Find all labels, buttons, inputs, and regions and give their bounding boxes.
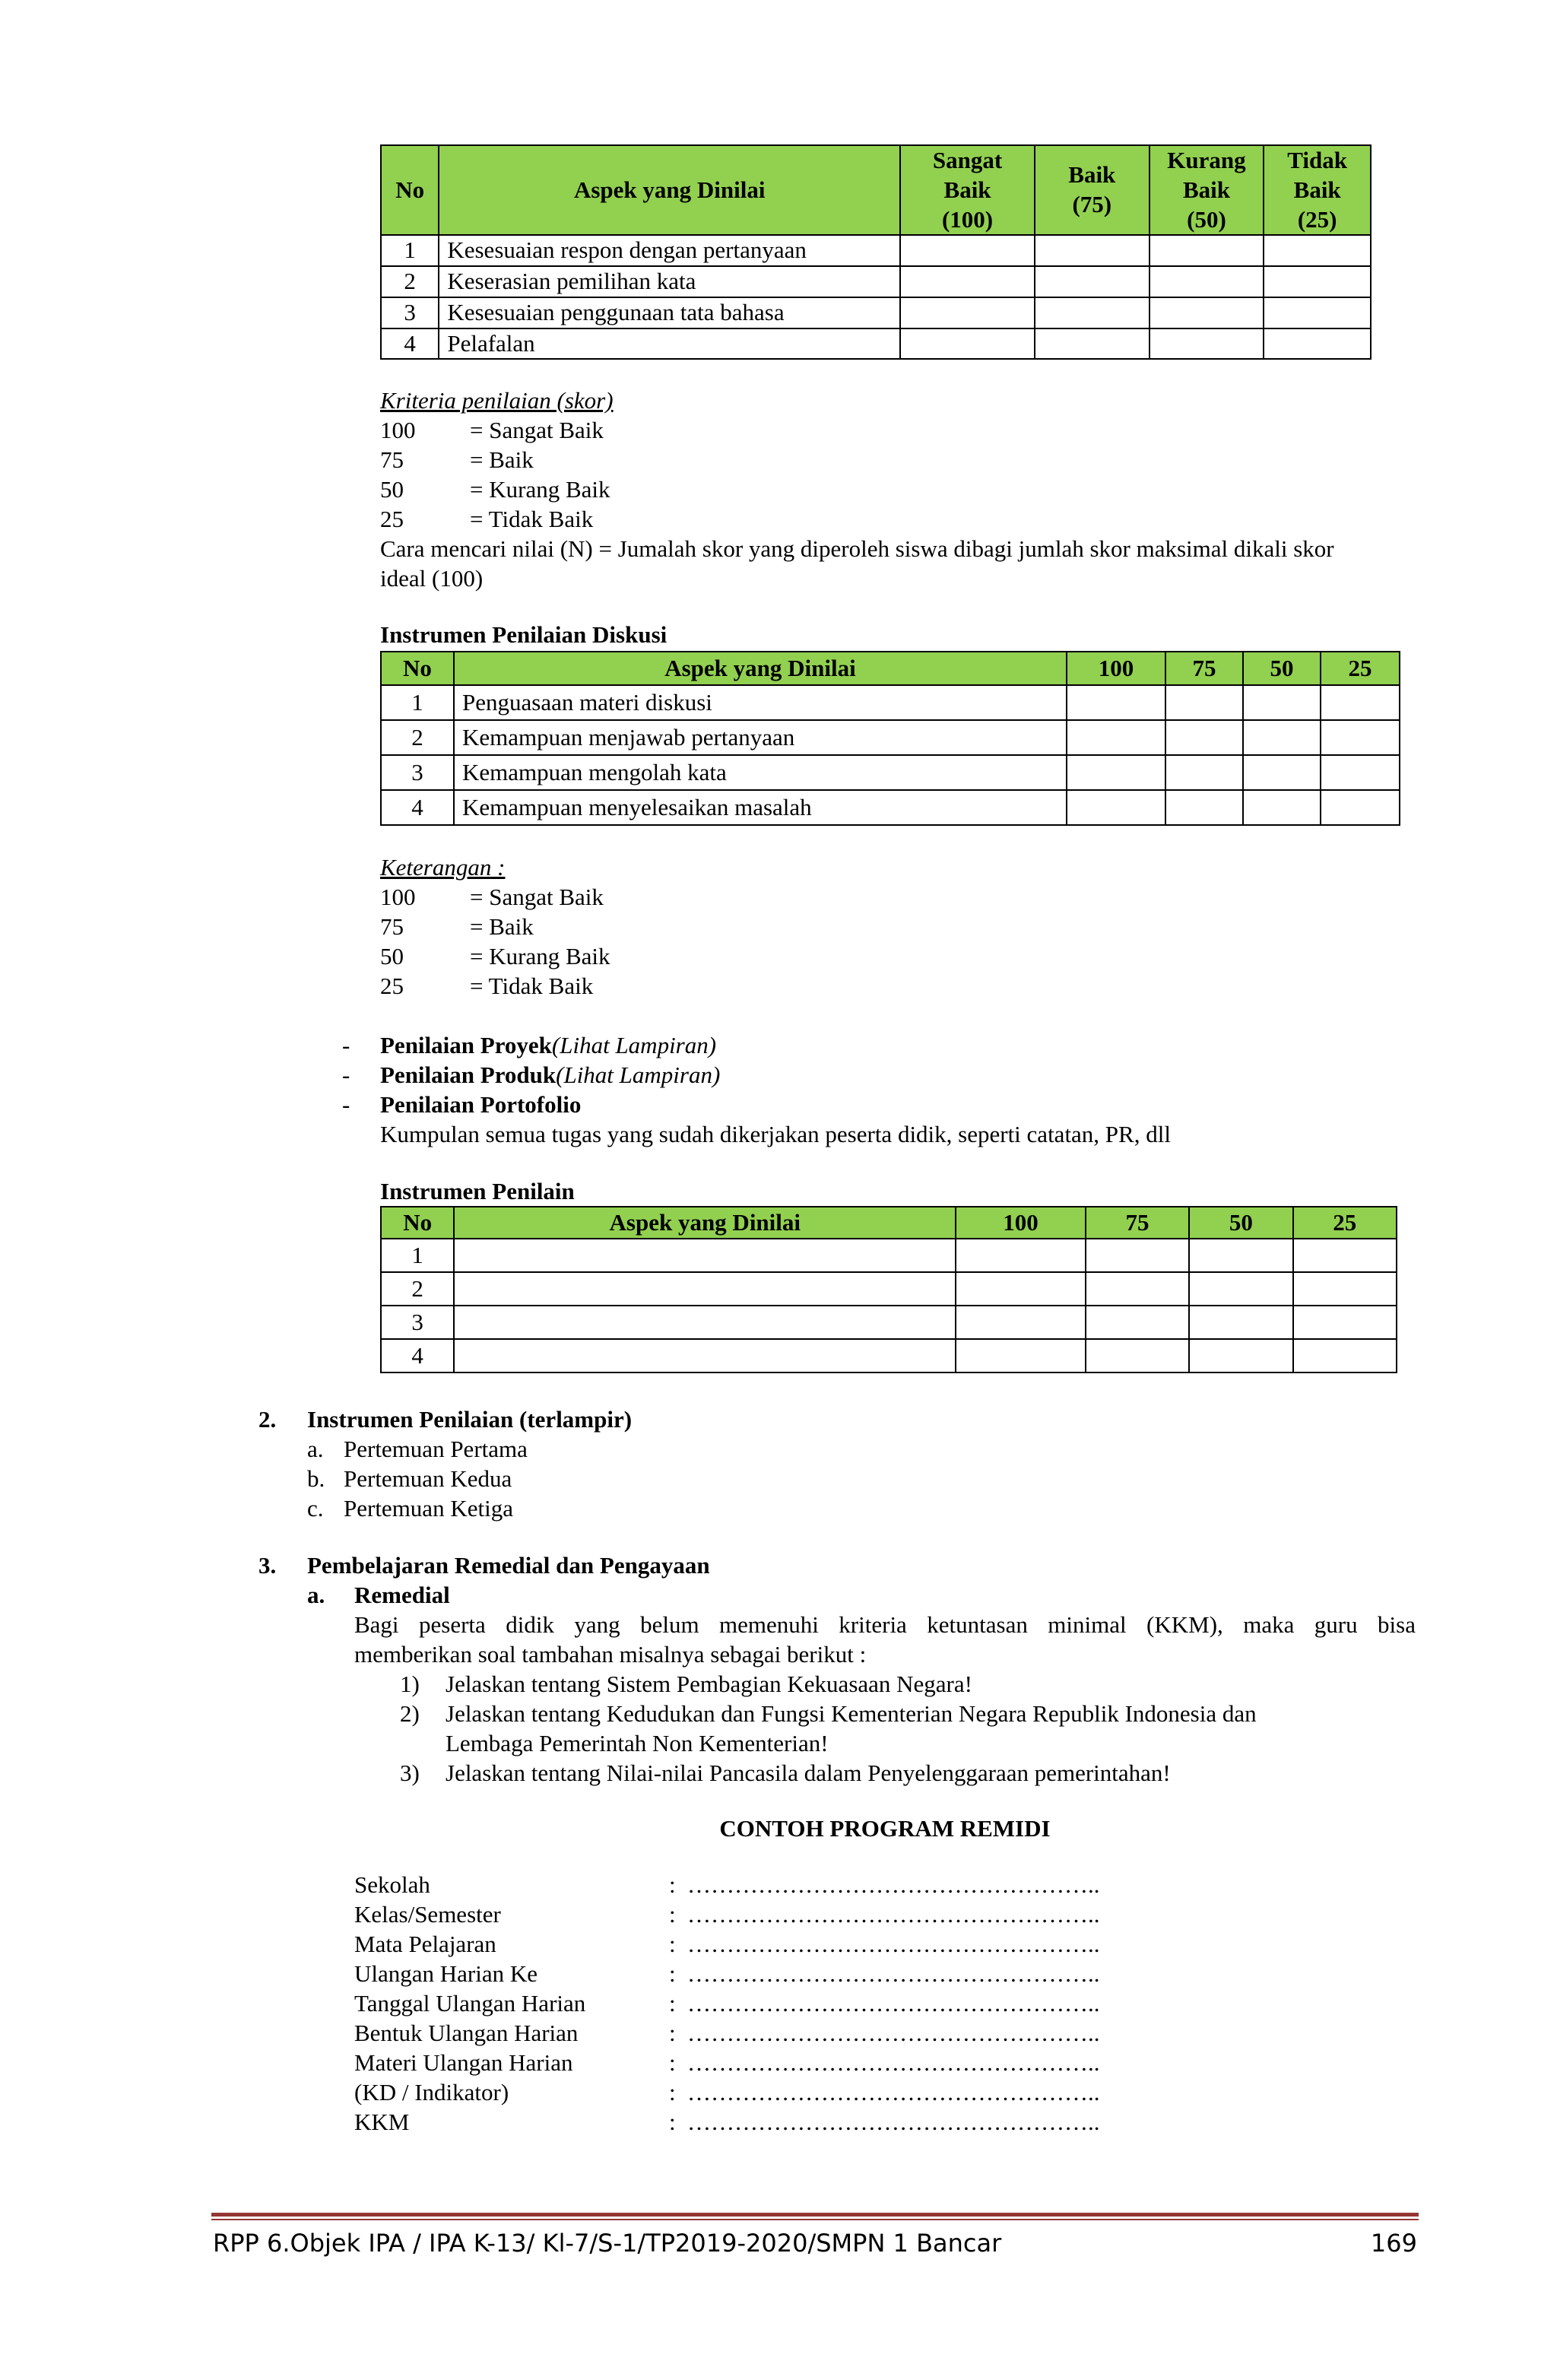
form-row: Materi Ulangan Harian : …………………………………………….. bbox=[354, 2049, 1100, 2076]
fill-blank[interactable]: …………………………………………….. bbox=[687, 2049, 1100, 2076]
scale-item: 100 = Sangat Baik bbox=[380, 884, 604, 910]
fill-blank[interactable]: …………………………………………….. bbox=[687, 2020, 1100, 2046]
footer-text: RPP 6.Objek IPA / IPA K-13/ Kl-7/S-1/TP2019-2020/SMPN 1 Bancar bbox=[213, 2229, 1002, 2258]
section-2 bbox=[258, 1405, 632, 1524]
form-row: Mata Pelajaran : …………………………………………….. bbox=[354, 1931, 1100, 1957]
col-aspek: Aspek yang Dinilai bbox=[439, 145, 900, 235]
instrumen-table: No Aspek yang Dinilai 100 75 50 25 1 2 3 4 bbox=[380, 1206, 1397, 1373]
col-baik: Baik (75) bbox=[1035, 145, 1150, 235]
table-row: 4 bbox=[381, 1339, 1397, 1372]
remedial-heading: a. Remedial bbox=[307, 1582, 450, 1608]
fill-blank[interactable]: …………………………………………….. bbox=[687, 2079, 1100, 2106]
form-row: Kelas/Semester : …………………………………………….. bbox=[354, 1901, 1100, 1928]
scale-item: 75 = Baik bbox=[380, 913, 534, 940]
list-item: a. Pertemuan Pertama bbox=[307, 1436, 528, 1462]
diskusi-table: No Aspek yang Dinilai 100 75 50 25 1 Penguasaan materi diskusi 2 Kemampuan menjawab pertanyaan 3 Kemampuan mengolah kata 4 Kemampuan menyelesaikan masalah bbox=[380, 651, 1400, 826]
scale-item: 50 = Kurang Baik bbox=[380, 476, 610, 503]
question-item: 2) Jelaskan tentang Kedudukan dan Fungsi Kementerian Negara Republik Indonesia dan bbox=[400, 1700, 1257, 1727]
col-sangat-baik: Sangat Baik (100) bbox=[900, 145, 1035, 235]
scale-item: 75 = Baik bbox=[380, 446, 534, 473]
table-row: 1 bbox=[381, 1239, 1397, 1272]
scale-item: 50 = Kurang Baik bbox=[380, 943, 610, 969]
keterangan-block bbox=[380, 853, 610, 1001]
scale-item: 25 = Tidak Baik bbox=[380, 506, 594, 532]
instrumen-title: Instrumen Penilain bbox=[380, 1178, 575, 1204]
remedial-para-cont: memberikan soal tambahan misalnya sebagai berikut : bbox=[354, 1641, 867, 1668]
footer-rule bbox=[211, 2213, 1419, 2217]
remedial-para: Bagi peserta didik yang belum memenuhi kriteria ketuntasan minimal (KKM), maka guru bisa bbox=[354, 1611, 1416, 1638]
scale-item: 100 = Sangat Baik bbox=[380, 417, 604, 443]
section-3-heading: 3. Pembelajaran Remedial dan Pengayaan bbox=[258, 1552, 710, 1579]
kriteria-block bbox=[380, 386, 1334, 594]
fill-blank[interactable]: …………………………………………….. bbox=[687, 1990, 1100, 2017]
section-3 bbox=[258, 1551, 1416, 1788]
remidi-form bbox=[354, 1871, 1100, 2137]
fill-blank[interactable]: …………………………………………….. bbox=[687, 1931, 1100, 1957]
page-number: 169 bbox=[1370, 2229, 1417, 2258]
table-row: 4 Kemampuan menyelesaikan masalah bbox=[381, 790, 1400, 825]
table-row: 3 Kemampuan mengolah kata bbox=[381, 755, 1400, 790]
table-row: 4 Pelafalan bbox=[381, 328, 1371, 360]
form-row: Ulangan Harian Ke : …………………………………………….. bbox=[354, 1960, 1100, 1987]
table-row: 2 Keserasian pemilihan kata bbox=[381, 266, 1371, 297]
keterangan-title: Keterangan : bbox=[380, 854, 506, 881]
form-row: Tanggal Ulangan Harian : …………………………………………….. bbox=[354, 1990, 1100, 2017]
fill-blank[interactable]: …………………………………………….. bbox=[687, 1871, 1100, 1898]
scale-item: 25 = Tidak Baik bbox=[380, 973, 594, 999]
col-tidak-baik: Tidak Baik (25) bbox=[1264, 145, 1371, 235]
fill-blank[interactable]: …………………………………………….. bbox=[687, 2109, 1100, 2135]
col-kurang-baik: Kurang Baik (50) bbox=[1150, 145, 1264, 235]
col-no: No bbox=[381, 145, 439, 235]
question-item: 1) Jelaskan tentang Sistem Pembagian Kekuasaan Negara! bbox=[400, 1671, 972, 1697]
portofolio-desc: Kumpulan semua tugas yang sudah dikerjakan peserta didik, seperti catatan, PR, dll bbox=[380, 1121, 1171, 1147]
remidi-title: CONTOH PROGRAM REMIDI bbox=[719, 1815, 1051, 1842]
list-item: c. Pertemuan Ketiga bbox=[307, 1495, 513, 1522]
speaking-assessment-table bbox=[380, 144, 1371, 360]
table-row: 2 bbox=[381, 1272, 1397, 1306]
question-item: 3) Jelaskan tentang Nilai-nilai Pancasila dalam Penyelenggaraan pemerintahan! bbox=[400, 1760, 1171, 1786]
penilaian-list bbox=[342, 1031, 1171, 1150]
table-row: 1 Kesesuaian respon dengan pertanyaan bbox=[381, 235, 1371, 266]
form-row: (KD / Indikator) : …………………………………………….. bbox=[354, 2079, 1100, 2106]
form-row: Bentuk Ulangan Harian : …………………………………………….. bbox=[354, 2020, 1100, 2046]
fill-blank[interactable]: …………………………………………….. bbox=[687, 1901, 1100, 1928]
list-item: b. Pertemuan Kedua bbox=[307, 1465, 512, 1492]
form-row: KKM : …………………………………………….. bbox=[354, 2109, 1100, 2135]
table-row: 1 Penguasaan materi diskusi bbox=[381, 685, 1400, 720]
form-row: Sekolah : …………………………………………….. bbox=[354, 1871, 1100, 1898]
list-item: - Penilaian Proyek(Lihat Lampiran) bbox=[342, 1032, 717, 1058]
section-2-heading: 2. Instrumen Penilaian (terlampir) bbox=[258, 1406, 633, 1433]
formula-text-cont: ideal (100) bbox=[380, 565, 484, 592]
kriteria-title: Kriteria penilaian (skor) bbox=[380, 387, 614, 414]
list-item: - Penilaian Produk(Lihat Lampiran) bbox=[342, 1061, 721, 1088]
diskusi-title: Instrumen Penilaian Diskusi bbox=[380, 621, 668, 648]
fill-blank[interactable]: …………………………………………….. bbox=[687, 1960, 1100, 1987]
question-item-cont: Lembaga Pemerintah Non Kementerian! bbox=[446, 1730, 829, 1756]
footer-rule-thin bbox=[211, 2219, 1419, 2220]
list-item: - Penilaian Portofolio bbox=[342, 1091, 582, 1118]
table-row: 3 bbox=[381, 1306, 1397, 1339]
table-row: 2 Kemampuan menjawab pertanyaan bbox=[381, 720, 1400, 755]
table-row: 3 Kesesuaian penggunaan tata bahasa bbox=[381, 297, 1371, 328]
formula-text: Cara mencari nilai (N) = Jumalah skor yang diperoleh siswa dibagi jumlah skor maksimal dikali skor bbox=[380, 535, 1334, 562]
